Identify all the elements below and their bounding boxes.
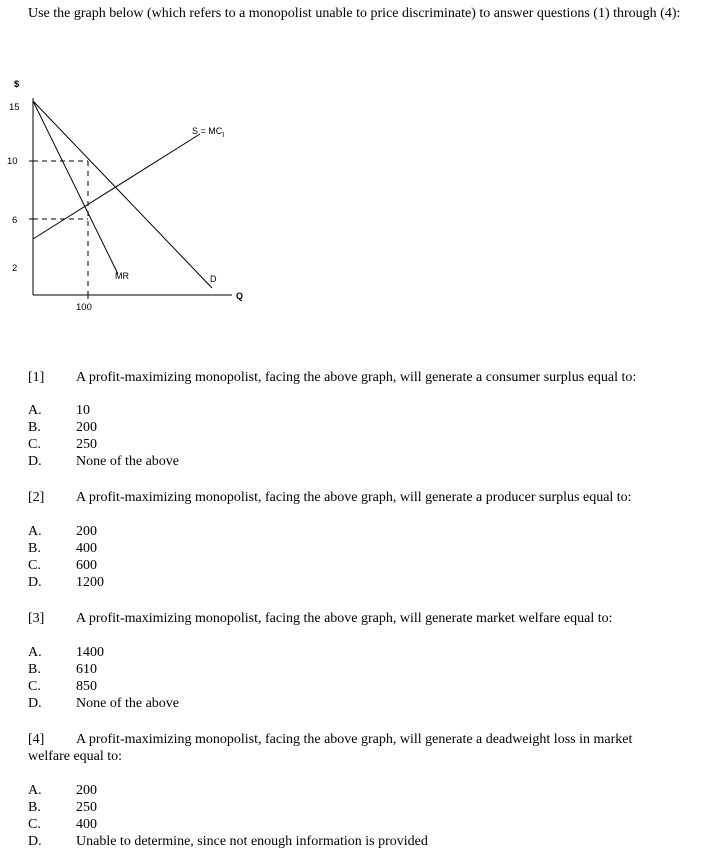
question-3 — [28, 610, 688, 627]
option-letter: C. — [28, 679, 41, 694]
y-tick-label-2: 2 — [12, 263, 18, 274]
option-b — [28, 799, 688, 816]
option-a — [28, 782, 688, 799]
question-4-options — [28, 782, 688, 850]
y-unit-label: $ — [14, 79, 20, 90]
option-letter: D. — [28, 575, 42, 590]
option-text: 200 — [76, 783, 97, 798]
y-tick-label-10: 10 — [7, 156, 18, 167]
option-b — [28, 419, 688, 436]
option-text: 1200 — [76, 575, 104, 590]
option-a — [28, 644, 688, 661]
demand-curve — [33, 101, 212, 288]
option-text: 10 — [76, 403, 90, 418]
option-text: 850 — [76, 679, 97, 694]
option-text: 200 — [76, 420, 97, 435]
option-letter: B. — [28, 420, 41, 435]
option-letter: B. — [28, 662, 41, 677]
option-text: 400 — [76, 541, 97, 556]
option-c — [28, 436, 688, 453]
x-tick-label-100: 100 — [76, 302, 92, 313]
option-a — [28, 402, 688, 419]
option-d — [28, 574, 688, 591]
question-3-options — [28, 644, 688, 712]
question-stem: A profit-maximizing monopolist, facing the above graph, will generate market welfare equal to: — [76, 611, 613, 626]
question-1 — [28, 369, 688, 386]
option-letter: D. — [28, 834, 42, 849]
option-d — [28, 695, 688, 712]
option-b — [28, 661, 688, 678]
option-a — [28, 523, 688, 540]
question-1-options — [28, 402, 688, 470]
question-number: [1] — [28, 370, 45, 385]
option-text: None of the above — [76, 454, 180, 469]
option-c — [28, 678, 688, 695]
question-2-options — [28, 523, 688, 591]
demand-label: D — [210, 274, 217, 284]
option-letter: A. — [28, 645, 42, 660]
x-axis-label: Q — [236, 291, 244, 301]
question-stem: A profit-maximizing monopolist, facing the above graph, will generate a producer surplus equal to: — [76, 490, 632, 505]
option-text: 600 — [76, 558, 97, 573]
option-letter: C. — [28, 817, 41, 832]
option-b — [28, 540, 688, 557]
mr-curve — [33, 101, 118, 274]
mr-label: MR — [115, 271, 129, 281]
question-number: [4] — [28, 732, 45, 747]
question-number: [3] — [28, 611, 45, 626]
monopoly-graph — [0, 76, 260, 316]
intro-text: Use the graph below (which refers to a monopolist unable to price discriminate) to answer questions (1) through (4): — [28, 6, 681, 21]
question-stem: A profit-maximizing monopolist, facing the above graph, will generate a deadweight loss in market welfare equal to: — [28, 732, 633, 764]
option-letter: B. — [28, 800, 41, 815]
question-4 — [28, 731, 688, 765]
option-letter: C. — [28, 558, 41, 573]
supply-label-subscript: I — [222, 132, 225, 139]
option-text: Unable to determine, since not enough information is provided — [76, 834, 428, 849]
supply-label-main: S = MC — [192, 126, 223, 136]
option-d — [28, 453, 688, 470]
y-tick-label-15: 15 — [9, 102, 20, 113]
question-stem: A profit-maximizing monopolist, facing the above graph, will generate a consumer surplus equal to: — [76, 370, 637, 385]
question-number: [2] — [28, 490, 45, 505]
supply-label — [192, 126, 224, 139]
option-text: 400 — [76, 817, 97, 832]
option-text: 1400 — [76, 645, 104, 660]
option-letter: A. — [28, 403, 42, 418]
option-letter: A. — [28, 524, 42, 539]
option-letter: C. — [28, 437, 41, 452]
option-c — [28, 816, 688, 833]
option-text: None of the above — [76, 696, 180, 711]
option-c — [28, 557, 688, 574]
option-letter: D. — [28, 454, 42, 469]
option-letter: D. — [28, 696, 42, 711]
y-tick-label-6: 6 — [12, 215, 18, 226]
option-letter: A. — [28, 783, 42, 798]
option-text: 610 — [76, 662, 97, 677]
option-letter: B. — [28, 541, 41, 556]
option-text: 200 — [76, 524, 97, 539]
option-d — [28, 833, 688, 850]
option-text: 250 — [76, 437, 97, 452]
supply-mc-curve — [33, 134, 200, 239]
question-2 — [28, 489, 688, 506]
option-text: 250 — [76, 800, 97, 815]
